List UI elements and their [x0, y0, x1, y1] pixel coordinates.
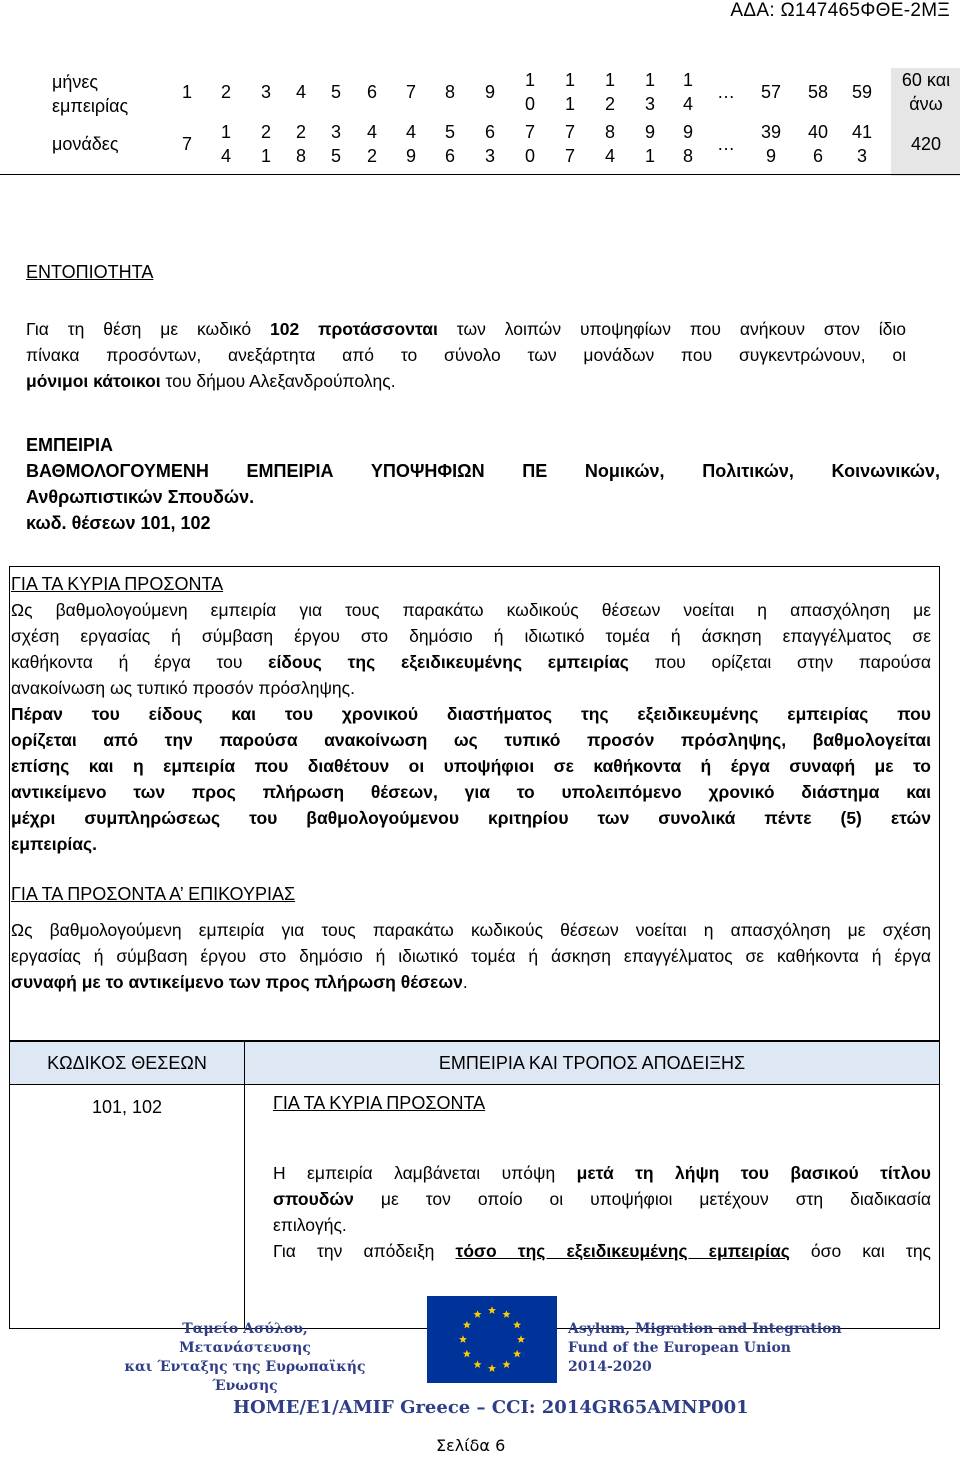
months-cell: 57 — [760, 82, 782, 102]
row-label-units: μονάδες — [52, 134, 119, 154]
months-cell: 1 1 — [564, 70, 575, 114]
section-title-entopiotita: ΕΝΤΟΠΙΟΤΗΤΑ — [26, 262, 154, 282]
months-cell: 7 — [405, 82, 416, 102]
eu-stars-icon — [427, 1296, 557, 1383]
units-cell: 3 5 — [330, 122, 341, 166]
page-number: Σελίδα 6 — [436, 1436, 506, 1455]
units-cell: 9 8 — [682, 122, 693, 166]
eu-star — [488, 1364, 496, 1372]
eu-star — [488, 1306, 496, 1314]
codes-table — [9, 1041, 940, 1329]
footer-fund-greek: Ταμείο Ασύλου, Μετανάστευσης και Ένταξης της Ευρωπαϊκής Ένωσης — [124, 1321, 366, 1394]
col-header-experience: ΕΜΠΕΙΡΙΑ ΚΑΙ ΤΡΟΠΟΣ ΑΠΟΔΕΙΞΗΣ — [245, 1042, 940, 1085]
entopiotita-paragraph: Για τη θέση με κωδικό 102 προτάσσονται των λοιπών υποψηφίων που ανήκουν στον ίδιο πίνακα προσόντων, ανεξάρτητα από το σύνολο των μονάδων που συγκεντρώνουν, οι μόνιμοι κάτοικοι του δήμου Αλεξανδρούπολης. — [26, 319, 906, 391]
months-cell: 59 — [851, 82, 873, 102]
months-cell: 1 0 — [524, 70, 535, 114]
empeiria-heading: ΕΜΠΕΙΡΙΑ ΒΑΘΜΟΛΟΓΟΥΜΕΝΗ ΕΜΠΕΙΡΙΑ ΥΠΟΨΗΦΙΩΝ ΠΕ Νομικών, Πολιτικών, Κοινωνικών, Ανθρωπιστικών Σπουδών. κωδ. θέσεων 101, 102 — [26, 432, 940, 536]
units-cell: 4 2 — [366, 122, 377, 166]
months-cell: 4 — [295, 82, 306, 102]
row-label-months: μήνες εμπειρίας — [52, 72, 129, 116]
units-cell: 9 1 — [644, 122, 655, 166]
months-cell: … — [717, 82, 735, 102]
epikourias-title: ΓΙΑ ΤΑ ΠΡΟΣΟΝΤΑ Α’ ΕΠΙΚΟΥΡΙΑΣ — [11, 884, 296, 904]
row-description: ΓΙΑ ΤΑ ΚΥΡΙΑ ΠΡΟΣΟΝΤΑ Η εμπειρία λαμβάνεται υπόψη μετά τη λήψη του βασικού τίτλου σπουδών με τον οποίο οι υποψήφιοι μετέχουν στη διαδικασία επιλογής. Για την απόδειξη τόσο της εξειδικευμένης εμπειρίας όσο και της — [245, 1085, 940, 1329]
units-cell: 8 4 — [604, 122, 615, 166]
eu-star — [474, 1360, 482, 1368]
units-cell: 2 8 — [295, 122, 306, 166]
months-cell: 9 — [484, 82, 495, 102]
units-cell: 40 6 — [807, 122, 829, 166]
footer-fund-english: Asylum, Migration and Integration Fund of the European Union 2014-2020 — [568, 1321, 842, 1375]
units-cell: 6 3 — [484, 122, 495, 166]
eu-flag-logo — [427, 1296, 557, 1383]
eu-star — [474, 1310, 482, 1318]
col-header-code: ΚΩΔΙΚΟΣ ΘΕΣΕΩΝ — [10, 1042, 245, 1085]
experience-definition-box: ΓΙΑ ΤΑ ΚΥΡΙΑ ΠΡΟΣΟΝΤΑ Ως βαθμολογούμενη εμπειρία για τους παρακάτω κωδικούς θέσεων νοείται η απασχόληση με σχέση εργασίας ή σύμβαση έργου στο δημόσιο ή ιδιωτικό τομέα ή άσκηση επαγγέλματος σε καθήκοντα ή έργα του είδους της εξειδικευμένης εμπειρίας που ορίζεται στην παρούσα ανακοίνωση ως τυπικό προσόν πρόσληψης. Πέραν του είδους και του χρονικού διαστήματος της εξειδικευμένης εμπειρίας που ορίζεται από την παρούσα ανακοίνωση ως τυπικό προσόν πρόσληψης, βαθμολογείται επίσης και η εμπειρία που διαθέτουν οι υποψήφιοι σε καθήκοντα ή έργα συναφή με το αντικείμενο των προς πλήρωση θέσεων, για το υπολειπόμενο χρονικό διάστημα και μέχρι συμπληρώσεως του βαθμολογούμενου κριτηρίου των συνολικά πέντε (5) ετών εμπειρίας. ΓΙΑ ΤΑ ΠΡΟΣΟΝΤΑ Α’ ΕΠΙΚΟΥΡΙΑΣ Ως βαθμολογούμενη εμπειρία για τους παρακάτω κωδικούς θέσεων νοείται η απασχόληση με σχέση εργασίας ή σύμβαση έργου στο δημόσιο ή ιδιωτικό τομέα ή άσκηση επαγγέλματος σε καθήκοντα ή έργα συναφή με το αντικείμενο των προς πλήρωση θέσεων. — [9, 566, 940, 1041]
eu-star — [459, 1335, 467, 1343]
months-cell: 5 — [330, 82, 341, 102]
section-title-empeiria: ΕΜΠΕΙΡΙΑ — [26, 435, 114, 455]
footer-cci: HOME/E1/AMIF Greece – CCI: 2014GR65AMNP001 — [233, 1397, 749, 1418]
kyria-title: ΓΙΑ ΤΑ ΚΥΡΙΑ ΠΡΟΣΟΝΤΑ — [11, 574, 224, 594]
units-cell: 2 1 — [260, 122, 271, 166]
months-cell: 2 — [220, 82, 231, 102]
units-cell: … — [717, 134, 735, 154]
units-cell: 39 9 — [760, 122, 782, 166]
units-cell: 7 7 — [564, 122, 575, 166]
eu-star — [463, 1350, 471, 1358]
months-cell: 6 — [366, 82, 377, 102]
units-cell: 5 6 — [444, 122, 455, 166]
months-cell: 8 — [444, 82, 455, 102]
units-cell: 7 — [181, 134, 192, 154]
ada-code: ΑΔΑ: Ω147465ΦΘΕ-2ΜΞ — [730, 0, 950, 21]
months-cell: 58 — [807, 82, 829, 102]
eu-star — [513, 1321, 521, 1329]
units-cell: 1 4 — [220, 122, 231, 166]
eu-star — [517, 1335, 525, 1343]
units-cell: 420 — [910, 134, 942, 154]
units-cell: 41 3 — [851, 122, 873, 166]
months-cell: 1 3 — [644, 70, 655, 114]
units-cell: 7 0 — [524, 122, 535, 166]
eu-star — [503, 1310, 511, 1318]
table-bottom-rule — [0, 174, 960, 175]
row-code: 101, 102 — [10, 1085, 245, 1329]
eu-star — [463, 1321, 471, 1329]
months-cell: 3 — [260, 82, 271, 102]
eu-star — [513, 1350, 521, 1358]
eu-star — [503, 1360, 511, 1368]
months-cell: 60 και άνω — [901, 70, 951, 114]
months-cell: 1 2 — [604, 70, 615, 114]
months-cell: 1 4 — [682, 70, 693, 114]
units-cell: 4 9 — [405, 122, 416, 166]
points-table — [52, 68, 960, 176]
months-cell: 1 — [181, 82, 192, 102]
